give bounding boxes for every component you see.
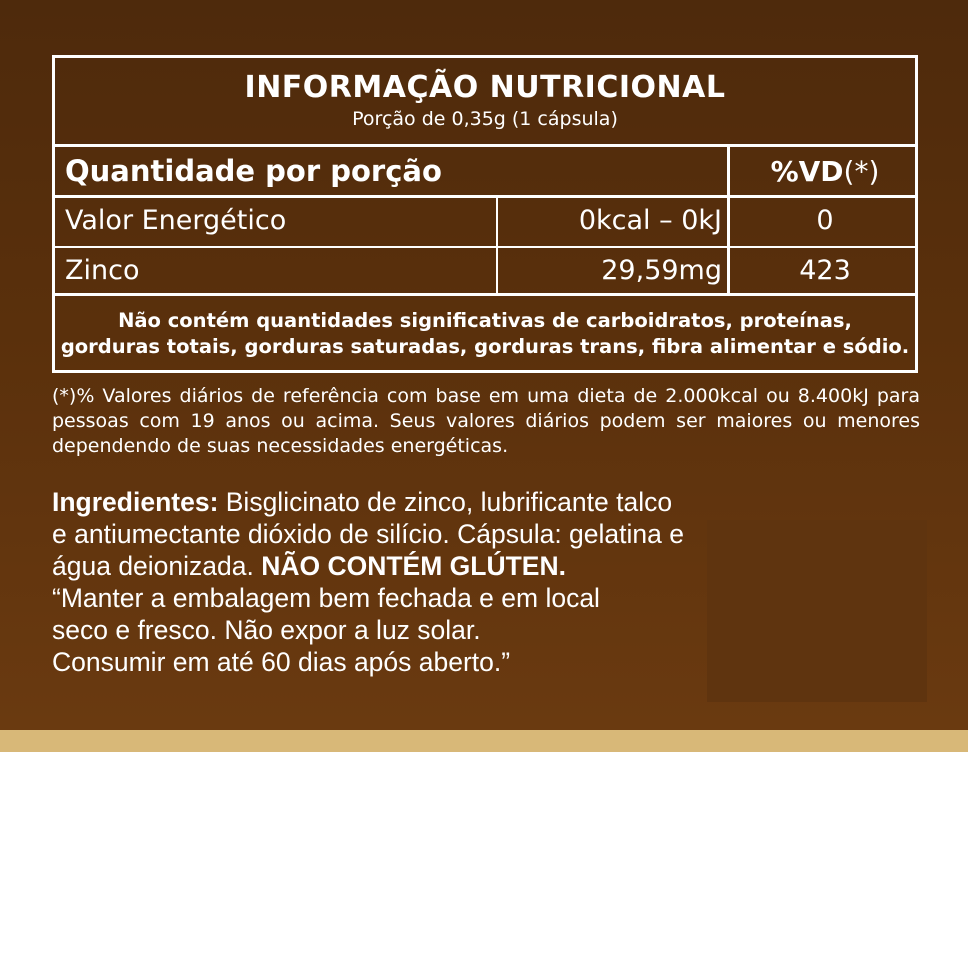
table-note	[55, 295, 915, 373]
row-zinc-amount: 29,59mg	[601, 255, 722, 286]
ingredients-text: Bisglicinato de zinco, lubrificante talco e antiumectante dióxido de silício. Cápsula: gelatina e água deionizada.	[52, 487, 684, 581]
row-energy-amount: 0kcal – 0kJ	[578, 205, 722, 236]
ingredients-paragraph	[52, 486, 692, 582]
nutrition-table	[52, 55, 918, 373]
ingredients-block	[52, 486, 692, 678]
dark-shaded-box	[707, 520, 927, 702]
table-note-line2: gorduras totais, gorduras saturadas, gorduras trans, fibra alimentar e sódio.	[60, 335, 910, 358]
storage-line: Consumir em até 60 dias após aberto.”	[52, 647, 511, 677]
gluten-warning: NÃO CONTÉM GLÚTEN.	[261, 551, 566, 581]
table-title: INFORMAÇÃO NUTRICIONAL	[244, 70, 726, 105]
column-divider	[727, 147, 730, 293]
column-divider	[496, 198, 498, 293]
ingredients-label: Ingredientes:	[52, 487, 219, 517]
storage-line: “Manter a embalagem bem fechada e em local	[52, 583, 600, 613]
table-note-line1: Não contém quantidades significativas de carboidratos, proteínas,	[118, 309, 852, 332]
row-zinc-name: Zinco	[65, 255, 140, 286]
gold-band	[0, 730, 968, 752]
header-vd-label: %VD	[770, 154, 844, 188]
row-energy-name: Valor Energético	[65, 205, 287, 236]
row-zinc-vd: 423	[799, 255, 851, 286]
header-vd	[733, 147, 917, 195]
daily-value-footnote: (*)% Valores diários de referência com base em uma dieta de 2.000kcal ou 8.400kJ para pessoas com 19 anos ou acima. Seus valores diários podem ser maiores ou menores dependendo de suas necessidades energéticas.	[52, 385, 920, 457]
storage-line: seco e fresco. Não expor a luz solar.	[52, 615, 481, 645]
header-quantity: Quantidade por porção	[65, 154, 442, 188]
table-title-row	[55, 58, 915, 144]
serving-size: Porção de 0,35g (1 cápsula)	[352, 108, 618, 130]
header-vd-suffix: (*)	[843, 154, 880, 188]
row-energy-vd: 0	[816, 205, 834, 236]
